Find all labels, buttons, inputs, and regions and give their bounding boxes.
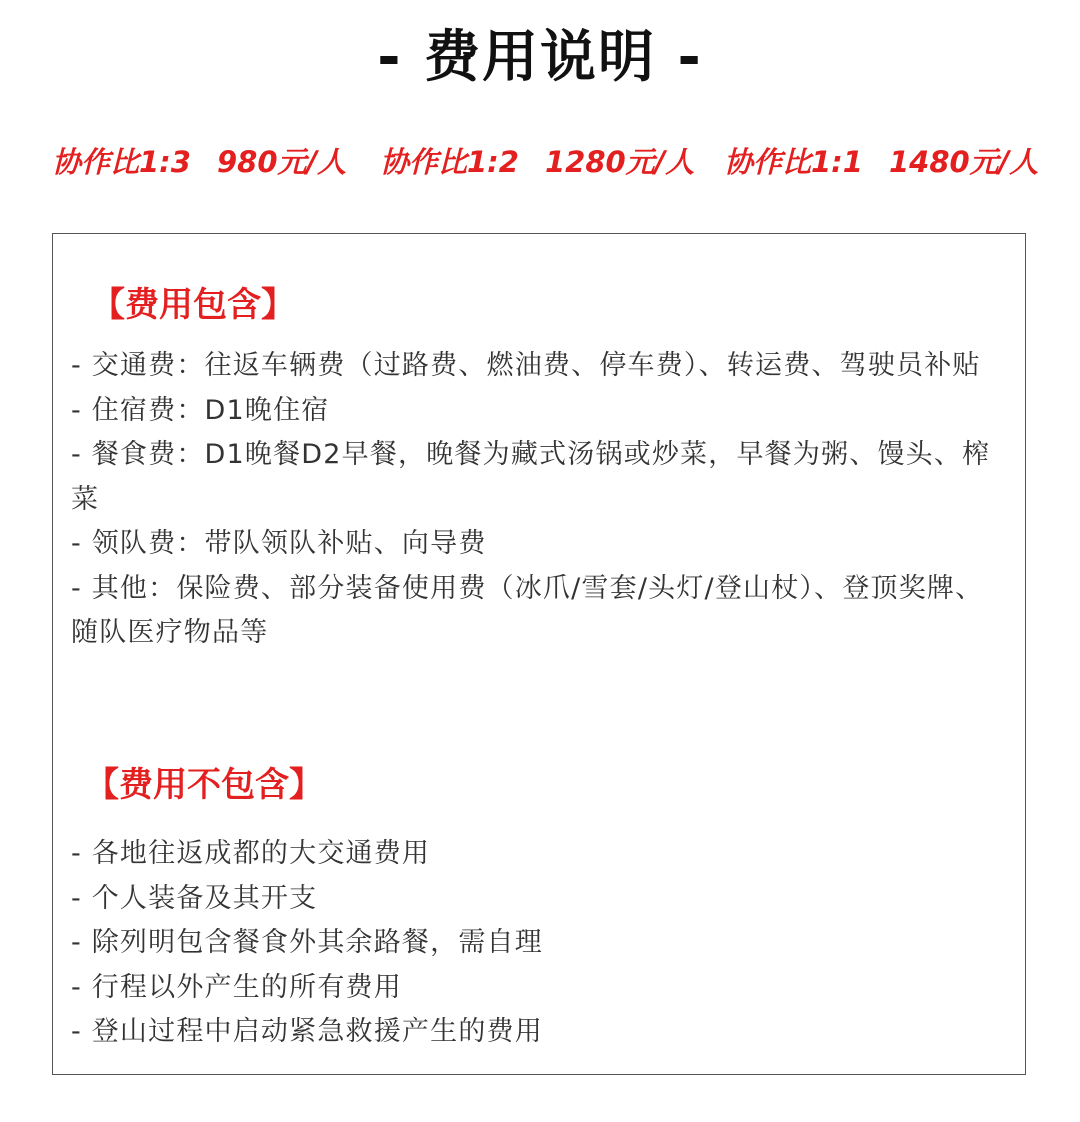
price-tier-amount: 1480元/人 [888, 145, 1039, 179]
list-item: - 各地往返成都的大交通费用 [71, 838, 431, 869]
price-tier-ratio: 协作比1:2 [380, 145, 519, 179]
list-item: - 住宿费：D1晚住宿 [71, 394, 330, 426]
price-tier-ratio: 协作比1:3 [52, 145, 191, 179]
list-item: - 餐食费：D1晚餐D2早餐，晚餐为藏式汤锅或炒菜，早餐为粥、馒头、榨菜 [71, 439, 991, 515]
included-list [71, 344, 1011, 656]
price-tier-amount: 1280元/人 [544, 145, 695, 179]
excluded-list [71, 832, 1011, 1055]
page-title: - 费用说明 - [377, 25, 703, 90]
price-tier-1 [52, 140, 346, 184]
list-item: - 除列明包含餐食外其余路餐，需自理 [71, 927, 543, 958]
price-tiers [0, 140, 1080, 184]
price-tier-3 [724, 140, 1038, 184]
fee-details-box [52, 233, 1026, 1075]
price-tier-ratio: 协作比1:1 [724, 145, 863, 179]
list-item: - 交通费：往返车辆费（过路费、燃油费、停车费）、转运费、驾驶员补贴 [71, 350, 981, 381]
list-item: - 行程以外产生的所有费用 [71, 971, 402, 1003]
included-heading: 【费用包含】 [91, 285, 295, 325]
price-tier-2 [380, 140, 694, 184]
list-item: - 领队费：带队领队补贴、向导费 [71, 528, 487, 559]
excluded-heading: 【费用不包含】 [85, 765, 323, 805]
price-tier-amount: 980元/人 [216, 145, 347, 179]
list-item: - 个人装备及其开支 [71, 882, 318, 914]
list-item: - 其他：保险费、部分装备使用费（冰爪/雪套/头灯/登山杖）、登顶奖牌、随队医疗物品等 [71, 572, 984, 648]
list-item: - 登山过程中启动紧急救援产生的费用 [71, 1016, 543, 1047]
